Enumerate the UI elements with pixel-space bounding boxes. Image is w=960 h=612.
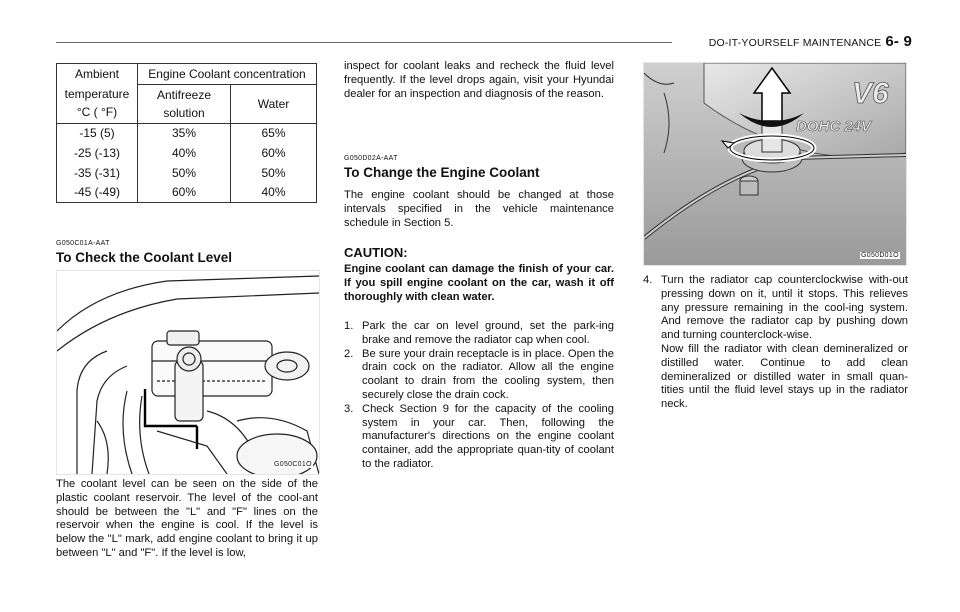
caution-title: CAUTION: [344, 245, 408, 260]
ambient-header-line2: temperature [64, 87, 130, 102]
antifreeze-header [138, 85, 231, 124]
continuation-paragraph: inspect for coolant leaks and recheck the fluid level frequently. If the level drops again, visit your Hyundai dealer for an inspection and diagnosis of the reason. [344, 60, 614, 100]
step-number: 2. [344, 347, 354, 360]
antifreeze-cell: 40% [138, 144, 231, 164]
temp-cell: -35 (-31) [57, 164, 138, 184]
list-item [344, 403, 614, 472]
step-number: 3. [344, 402, 354, 415]
temp-cell: -25 (-13) [57, 144, 138, 164]
ambient-header-cell [57, 85, 138, 124]
step-number: 4. [643, 274, 653, 286]
list-item [344, 348, 614, 403]
table-row [57, 184, 317, 203]
step-text: Park the car on level ground, set the park-ing brake and remove the radiator cap when cool. [362, 320, 614, 346]
engine-bay-drawing [57, 271, 319, 474]
water-cell: 65% [231, 124, 317, 144]
section-code: G050D02A-AAT [344, 155, 398, 162]
procedure-steps-continued [643, 274, 908, 412]
figure-label: G050D01O [861, 252, 899, 259]
check-coolant-heading: To Check the Coolant Level [56, 250, 233, 265]
ambient-header-line1: Ambient [57, 64, 138, 85]
engine-bay-illustration [56, 270, 320, 475]
check-coolant-paragraph: The coolant level can be seen on the side of the plastic coolant reservoir. The level of the cool-ant should be between the "L" and "F" lines on the reservoir when the engine is cool. If the level is below the "L" mark, add engine coolant to bring it up between "L" and "F". If the level is low, [56, 478, 318, 559]
step-number: 1. [344, 320, 354, 332]
change-coolant-heading: To Change the Engine Coolant [344, 165, 540, 180]
temp-cell: -45 (-49) [57, 184, 138, 203]
figure-label: G050C01O [274, 461, 312, 468]
list-item [643, 274, 908, 412]
table-row [57, 164, 317, 184]
radiator-cap-drawing [644, 63, 906, 265]
caution-body: Engine coolant can damage the finish of your car. If you spill engine coolant on the car, wash it off thoroughly with clean water. [344, 263, 614, 303]
antifreeze-cell: 60% [138, 184, 231, 203]
step-text: Check Section 9 for the capacity of the cooling system in your car. Then, following the manufacturer's directions on the engine coolant container, add the appropriate quan-tity of coolant to the radiator. [362, 402, 614, 470]
page-header [709, 33, 912, 50]
radiator-cap-illustration [643, 62, 907, 266]
antifreeze-header-line2: solution [163, 105, 205, 120]
table-row [57, 124, 317, 144]
step-text: Turn the radiator cap counterclockwise with-out pressing down on it, until it stops. This relieves any pressure remaining in the cool-ing system. And remove the radiator cap by pushing down and turning counterclock-wise. [661, 274, 908, 342]
procedure-steps [344, 320, 614, 472]
water-cell: 50% [231, 164, 317, 184]
change-coolant-paragraph: The engine coolant should be changed at those intervals specified in the vehicle maintenance schedule in Section 5. [344, 189, 614, 229]
engine-badge-v6: V6 [852, 77, 889, 110]
water-cell: 60% [231, 144, 317, 164]
antifreeze-cell: 50% [138, 164, 231, 184]
step-text: Be sure your drain receptacle is in place. Open the drain cock on the radiator. Allow all the engine coolant to drain from the cooling system, then securely close the drain cock. [362, 347, 614, 401]
coolant-concentration-table [56, 63, 317, 203]
list-item [344, 320, 614, 348]
page-number: 6- 9 [885, 33, 912, 50]
section-title: DO-IT-YOURSELF MAINTENANCE [708, 37, 882, 49]
engine-badge-dohc: DOHC 24V [796, 118, 872, 135]
water-cell: 40% [231, 184, 317, 203]
section-code: G050C01A-AAT [56, 240, 110, 247]
antifreeze-cell: 35% [138, 124, 231, 144]
ambient-header-line3: °C ( °F) [76, 105, 118, 120]
antifreeze-header-line1: Antifreeze [156, 87, 212, 102]
temp-cell: -15 (5) [57, 124, 138, 144]
water-header: Water [231, 85, 317, 124]
table-row [57, 144, 317, 164]
step-text-continued: Now fill the radiator with clean demineralized or distilled water. Continue to add clean demineralized or distilled water in small quan-tities until the fluid level stays up in the radiator neck. [661, 342, 908, 411]
header-rule [56, 42, 672, 43]
concentration-header: Engine Coolant concentration [138, 64, 317, 85]
